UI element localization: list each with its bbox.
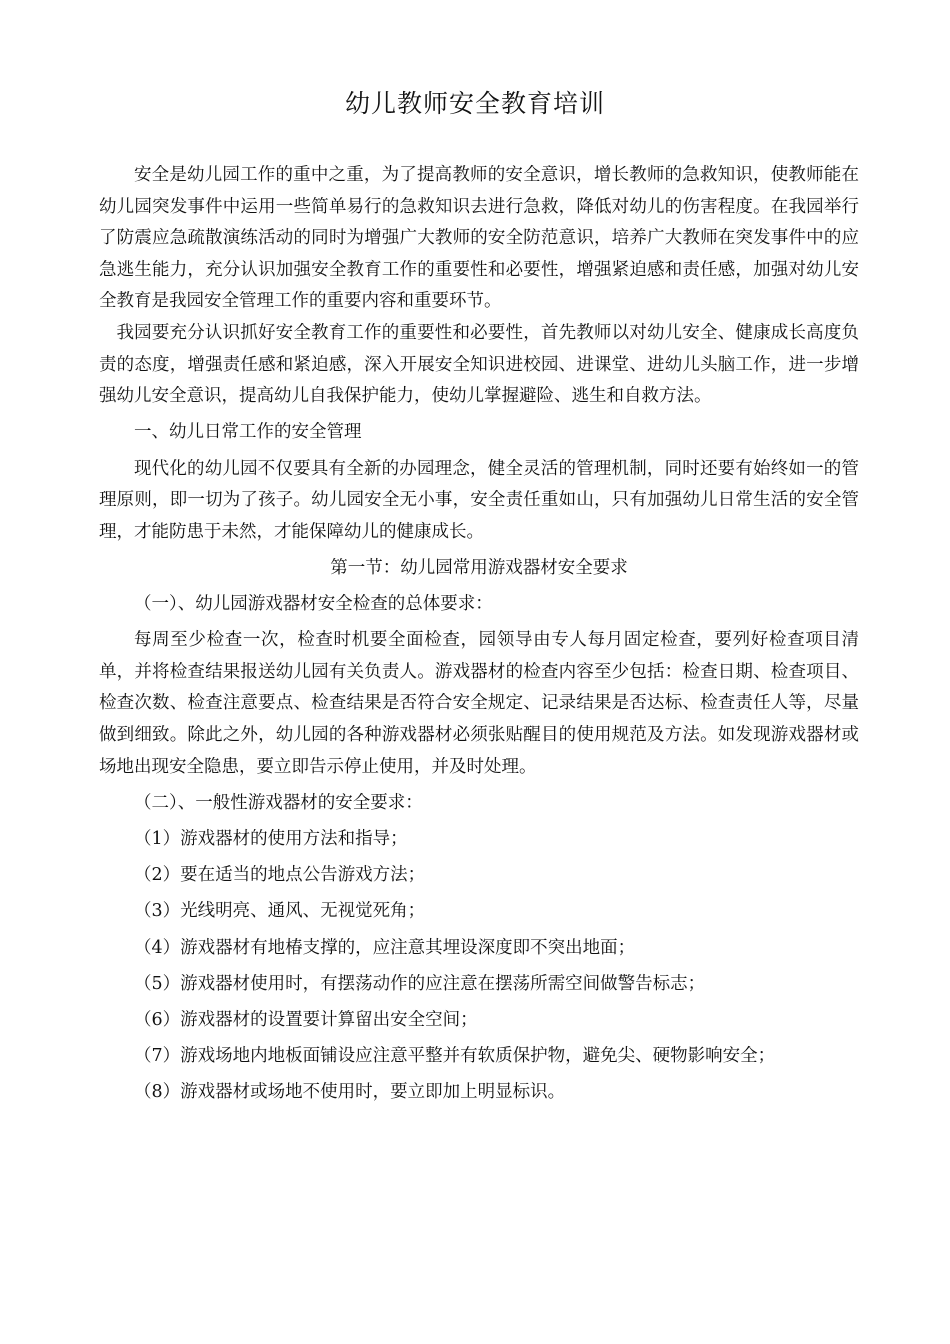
list-item: （2）要在适当的地点公告游戏方法； (134, 865, 426, 886)
intro-paragraph-2: 我园要充分认识抓好安全教育工作的重要性和必要性，首先教师以对幼儿安全、健康成长高度负责的态度，增强责任感和紧迫感，深入开展安全知识进校园、进课堂、进幼儿头脑工作，进一步增强幼儿安全意识，提高幼儿自我保护能力，使幼儿掌握避险、逃生和自救方法。 (99, 322, 859, 407)
list-item: （4）游戏器材有地椿支撑的，应注意其埋设深度即不突出地面； (134, 937, 636, 958)
document-body (99, 160, 859, 1109)
chapter-heading: 第一节：幼儿园常用游戏器材安全要求 (330, 557, 628, 578)
section-paragraph: 现代化的幼儿园不仅要具有全新的办园理念，健全灵活的管理机制，同时还要有始终如一的管理原则，即一切为了孩子。幼儿园安全无小事，安全责任重如山，只有加强幼儿日常生活的安全管理，才能防患于未然，才能保障幼儿的健康成长。 (99, 458, 859, 542)
subsection-heading-2: （二）、一般性游戏器材的安全要求： (134, 792, 423, 813)
list-item: （5）游戏器材使用时，有摆荡动作的应注意在摆荡所需空间做警告标志； (134, 973, 706, 994)
section-heading: 一、幼儿日常工作的安全管理 (134, 422, 362, 443)
list-item: （8）游戏器材或场地不使用时，要立即加上明显标识。 (134, 1082, 566, 1103)
intro-paragraph-1: 安全是幼儿园工作的重中之重，为了提高教师的安全意识，增长教师的急救知识，使教师能在幼儿园突发事件中运用一些简单易行的急救知识去进行急救，降低对幼儿的伤害程度。在我园举行了防震应急疏散演练活动的同时为增强广大教师的安全防范意识，培养广大教师在突发事件中的应急逃生能力，充分认识加强安全教育工作的重要性和必要性，增强紧迫感和责任感，加强对幼儿安全教育是我园安全管理工作的重要内容和重要环节。 (99, 165, 859, 312)
list-item: （1）游戏器材的使用方法和指导； (134, 829, 408, 850)
list-item: （3）光线明亮、通风、无视觉死角； (134, 901, 426, 922)
list-item: （6）游戏器材的设置要计算留出安全空间； (134, 1009, 478, 1030)
document-title: 幼儿教师安全教育培训 (344, 89, 605, 118)
subsection-heading-1: （一）、幼儿园游戏器材安全检查的总体要求： (134, 594, 493, 615)
list-item: （7）游戏场地内地板面铺设应注意平整并有软质保护物，避免尖、硬物影响安全； (134, 1046, 776, 1067)
subsection-paragraph-1: 每周至少检查一次，检查时机要全面检查，园领导由专人每月固定检查，要列好检查项目清单，并将检查结果报送幼儿园有关负责人。游戏器材的检查内容至少包括：检查日期、检查项目、检查次数、检查注意要点、检查结果是否符合安全规定、记录结果是否达标、检查责任人等，尽量做到细致。除此之外，幼儿园的各种游戏器材必须张贴醒目的使用规范及方法。如发现游戏器材或场地出现安全隐患，要立即告示停止使用，并及时处理。 (99, 630, 859, 777)
